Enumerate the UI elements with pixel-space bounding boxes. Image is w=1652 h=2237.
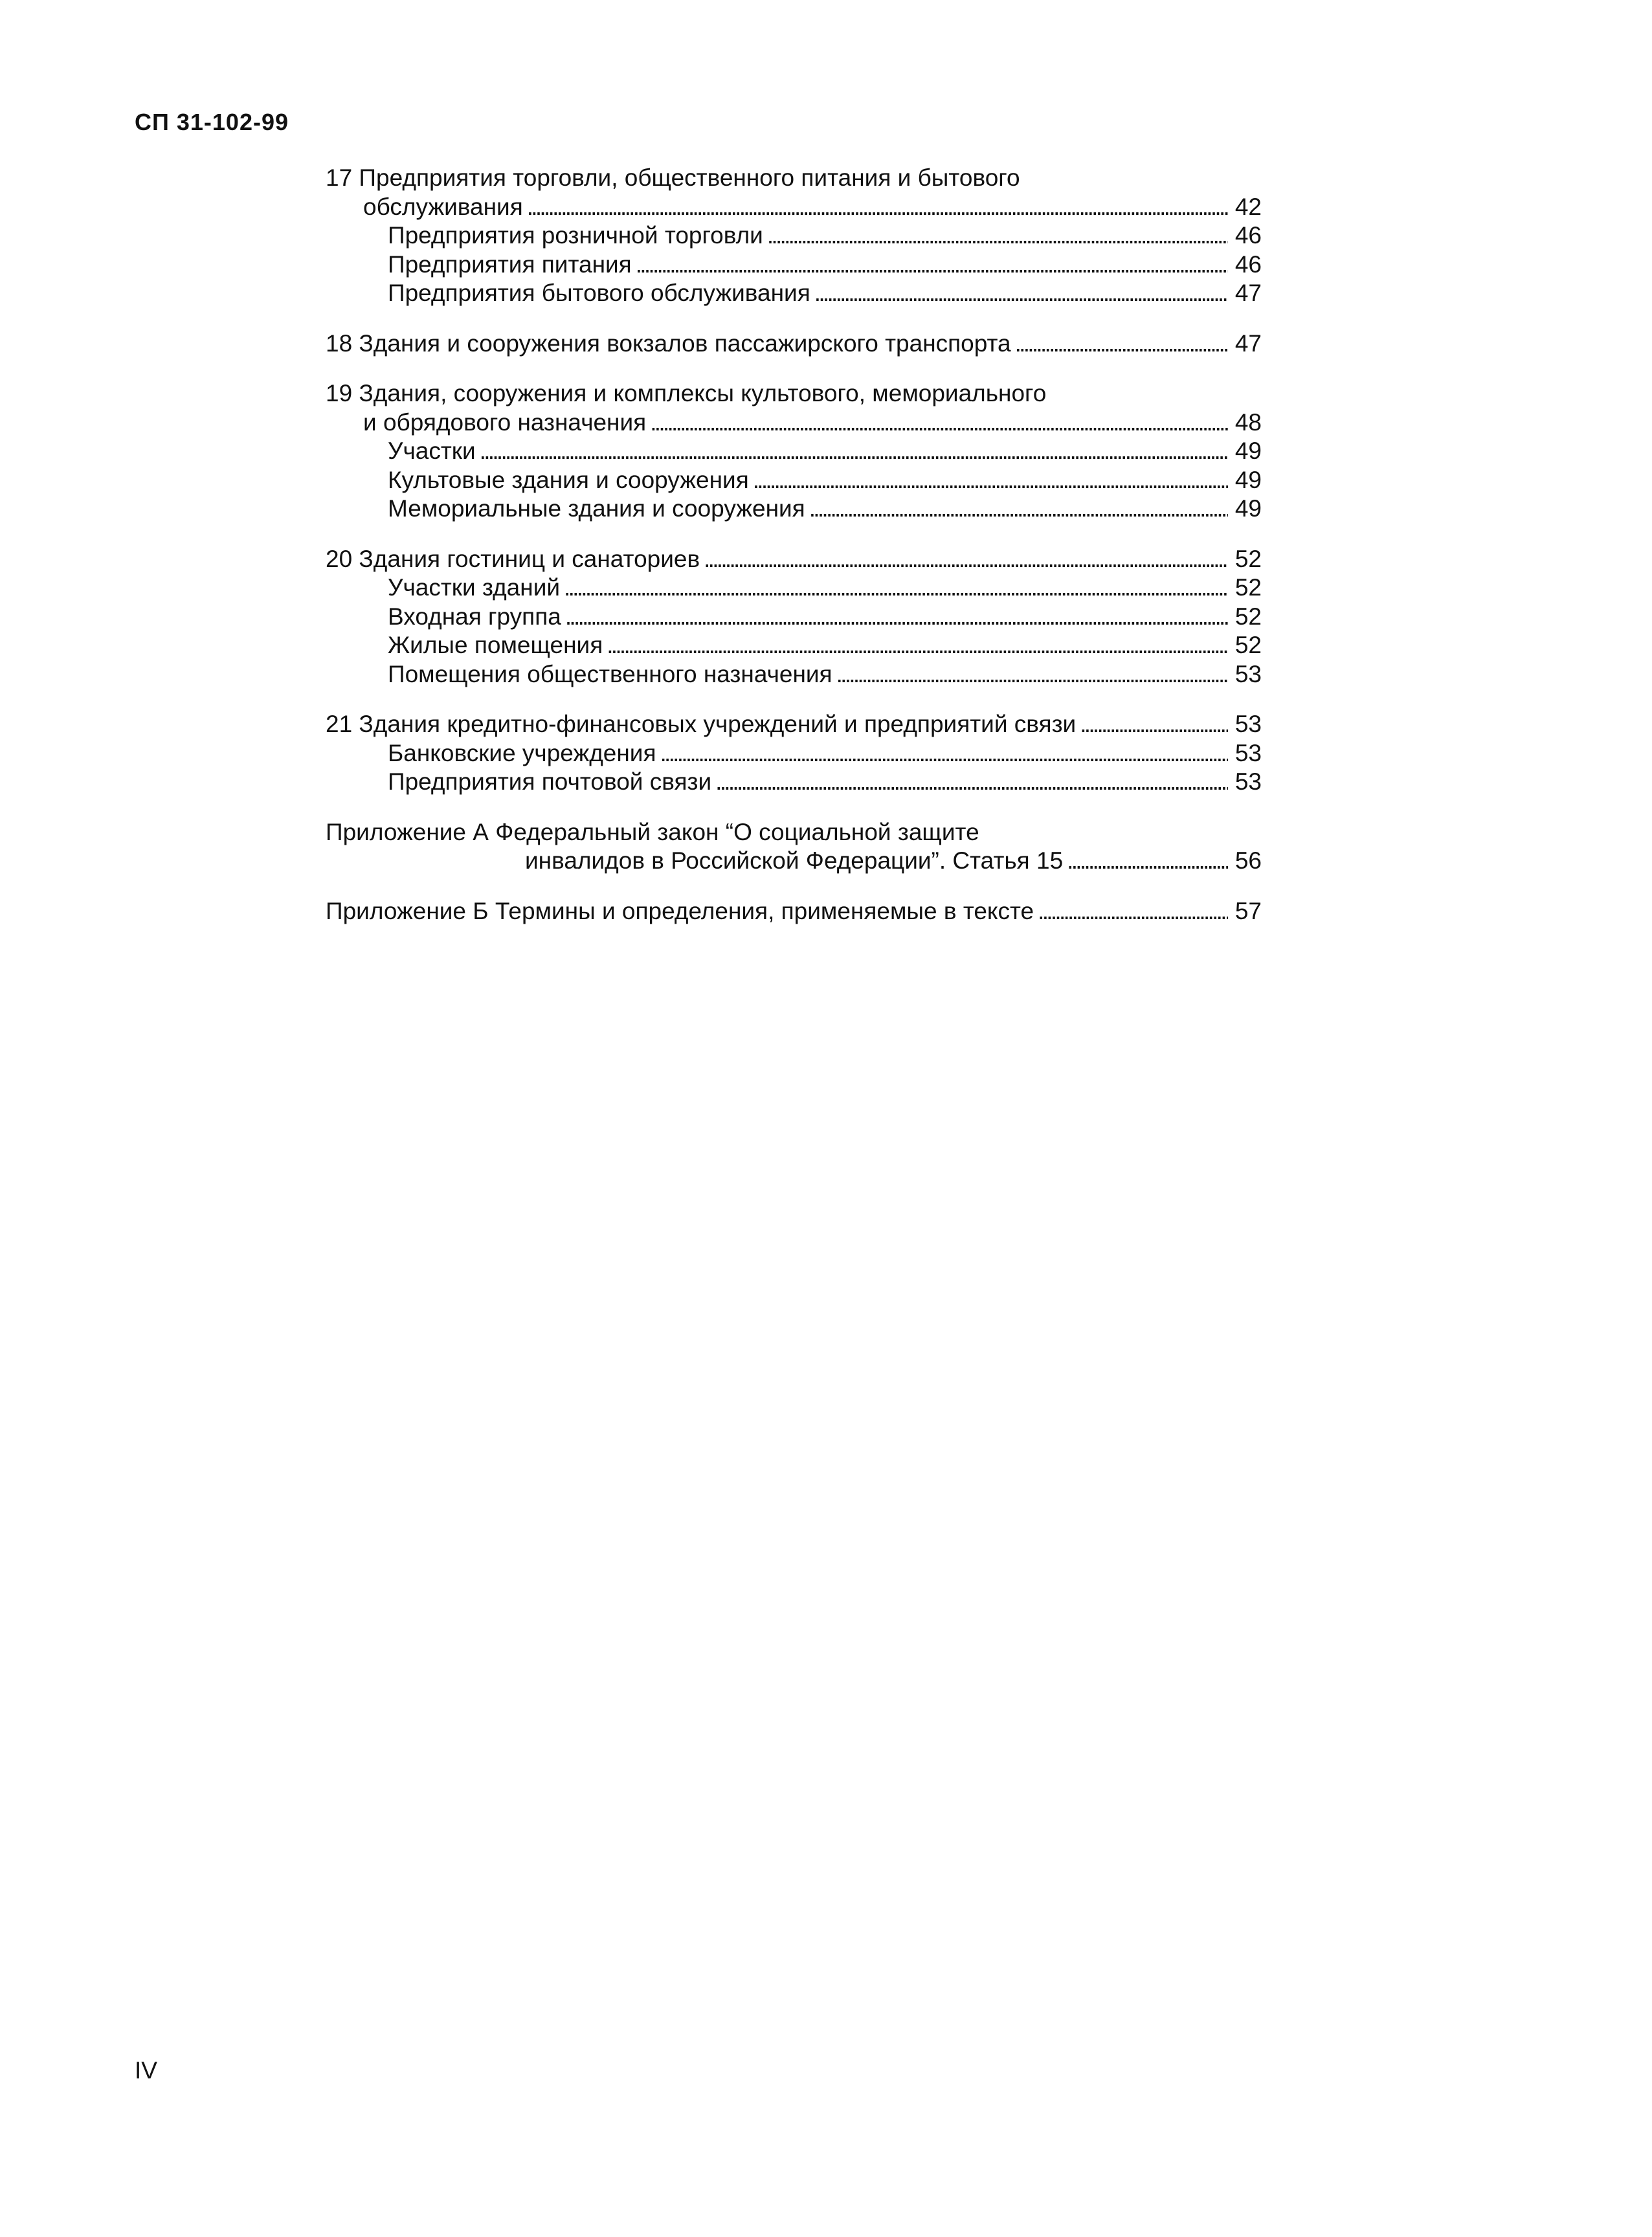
dot-leader bbox=[1015, 329, 1228, 359]
toc-subentry[interactable] bbox=[326, 573, 1262, 603]
toc-subentry[interactable] bbox=[326, 279, 1262, 308]
dot-leader bbox=[753, 466, 1228, 495]
toc-entry[interactable] bbox=[326, 408, 1262, 438]
toc-page-number: 52 bbox=[1234, 545, 1262, 572]
toc-entry[interactable] bbox=[326, 193, 1262, 222]
toc-entry-label: инвалидов в Российской Федерации”. Статья 15 bbox=[525, 847, 1064, 874]
toc-page-number: 46 bbox=[1234, 222, 1262, 249]
dot-leader bbox=[715, 768, 1228, 797]
toc-page-number: 56 bbox=[1234, 847, 1262, 874]
toc-page-number: 42 bbox=[1234, 193, 1262, 220]
dot-leader bbox=[527, 193, 1228, 222]
toc-entry-label: Мемориальные здания и сооружения bbox=[388, 495, 805, 522]
toc-subentry[interactable] bbox=[326, 603, 1262, 632]
toc-entry[interactable] bbox=[326, 897, 1262, 926]
toc-entry-label: 18 Здания и сооружения вокзалов пассажирского транспорта bbox=[326, 329, 1011, 357]
toc-entry-label: Предприятия почтовой связи bbox=[388, 768, 712, 795]
toc-entry-label: 20 Здания гостиниц и санаториев bbox=[326, 545, 700, 572]
toc-page-number: 53 bbox=[1234, 660, 1262, 687]
toc-entry-label: Предприятия розничной торговли bbox=[388, 222, 763, 249]
toc-page-number: 46 bbox=[1234, 250, 1262, 278]
toc-entry[interactable] bbox=[326, 710, 1262, 739]
dot-leader bbox=[636, 250, 1228, 280]
toc-entry-label: Предприятия бытового обслуживания bbox=[388, 280, 810, 306]
toc-subentry[interactable] bbox=[326, 221, 1262, 250]
toc-page-number: 47 bbox=[1234, 329, 1262, 357]
toc-subentry[interactable] bbox=[326, 250, 1262, 280]
toc-section-17 bbox=[326, 164, 1262, 308]
dot-leader bbox=[607, 631, 1228, 660]
toc-subentry[interactable] bbox=[326, 437, 1262, 466]
table-of-contents bbox=[326, 164, 1262, 947]
toc-page-number: 52 bbox=[1234, 574, 1262, 601]
toc-subentry[interactable] bbox=[326, 739, 1262, 768]
toc-subentry[interactable] bbox=[326, 660, 1262, 689]
toc-entry-label: 19 Здания, сооружения и комплексы культового, мемориального bbox=[326, 380, 1047, 406]
toc-page-number: 53 bbox=[1234, 711, 1262, 737]
dot-leader bbox=[480, 437, 1228, 466]
toc-subentry[interactable] bbox=[326, 466, 1262, 495]
page-number: IV bbox=[135, 2057, 157, 2084]
toc-page-number: 52 bbox=[1234, 632, 1262, 658]
toc-page-number: 57 bbox=[1234, 897, 1262, 924]
toc-page-number: 53 bbox=[1234, 768, 1262, 795]
toc-entry[interactable] bbox=[326, 329, 1262, 359]
toc-page-number: 53 bbox=[1234, 739, 1262, 766]
toc-page-number: 48 bbox=[1234, 408, 1262, 436]
toc-section-18 bbox=[326, 329, 1262, 359]
toc-entry-label: Предприятия питания bbox=[388, 250, 632, 278]
toc-appendix-b bbox=[326, 897, 1262, 926]
toc-entry-label: 17 Предприятия торговли, общественного питания и бытового bbox=[326, 164, 1020, 191]
toc-page-number: 47 bbox=[1234, 280, 1262, 306]
toc-entry-label: Жилые помещения bbox=[388, 632, 603, 658]
toc-page-number: 49 bbox=[1234, 438, 1262, 464]
document-code: СП 31-102-99 bbox=[135, 109, 289, 135]
toc-page-number: 49 bbox=[1234, 495, 1262, 522]
toc-entry-label: и обрядового назначения bbox=[363, 408, 647, 436]
toc-entry-label: Участки bbox=[388, 438, 476, 464]
toc-entry-label: Помещения общественного назначения bbox=[388, 660, 832, 687]
dot-leader bbox=[704, 545, 1228, 574]
toc-subentry[interactable] bbox=[326, 631, 1262, 660]
toc-appendix-a bbox=[326, 818, 1262, 876]
dot-leader bbox=[809, 495, 1228, 524]
toc-page-number: 49 bbox=[1234, 466, 1262, 493]
toc-entry-label: Участки зданий bbox=[388, 574, 561, 601]
toc-entry-label: Входная группа bbox=[388, 603, 561, 630]
toc-entry-label: Культовые здания и сооружения bbox=[388, 466, 749, 493]
toc-entry-label: Приложение А Федеральный закон “О социальной защите bbox=[326, 818, 979, 845]
dot-leader bbox=[1038, 897, 1228, 926]
toc-entry-title[interactable] bbox=[326, 164, 1262, 193]
toc-entry-label: 21 Здания кредитно-финансовых учреждений и предприятий связи bbox=[326, 711, 1077, 737]
toc-subentry[interactable] bbox=[326, 495, 1262, 524]
toc-entry[interactable] bbox=[326, 545, 1262, 574]
toc-page-number: 52 bbox=[1234, 603, 1262, 630]
dot-leader bbox=[660, 739, 1229, 768]
toc-entry-title[interactable] bbox=[326, 379, 1262, 408]
dot-leader bbox=[650, 408, 1228, 438]
toc-entry-label: Приложение Б Термины и определения, применяемые в тексте bbox=[326, 897, 1034, 924]
dot-leader bbox=[1080, 710, 1228, 739]
toc-entry-label: Банковские учреждения bbox=[388, 739, 656, 766]
toc-entry-title[interactable] bbox=[326, 818, 1262, 847]
toc-section-19 bbox=[326, 379, 1262, 524]
toc-entry-label: обслуживания bbox=[363, 193, 523, 220]
dot-leader bbox=[564, 573, 1228, 603]
dot-leader bbox=[836, 660, 1228, 689]
toc-entry[interactable] bbox=[326, 847, 1262, 876]
dot-leader bbox=[767, 221, 1228, 250]
toc-section-20 bbox=[326, 545, 1262, 689]
toc-subentry[interactable] bbox=[326, 768, 1262, 797]
dot-leader bbox=[814, 279, 1228, 308]
toc-section-21 bbox=[326, 710, 1262, 797]
dot-leader bbox=[1067, 847, 1228, 876]
dot-leader bbox=[565, 603, 1228, 632]
